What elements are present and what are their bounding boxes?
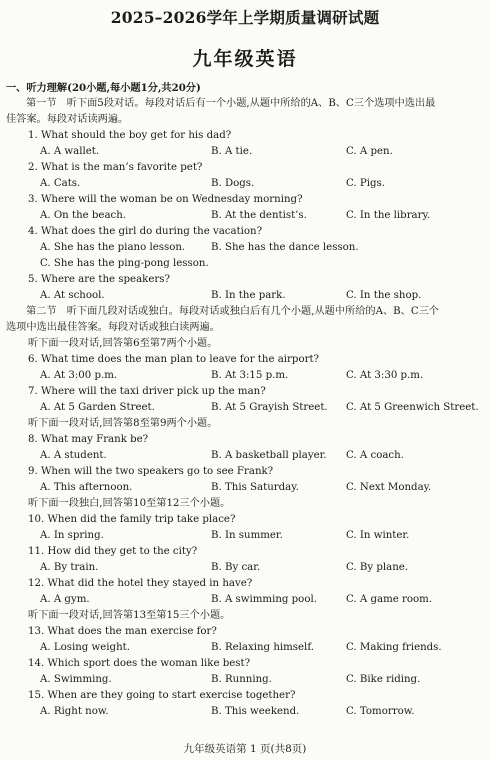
question-4: 4. What does the girl do during the vacation?: [28, 226, 263, 237]
option-c: C. By plane.: [346, 562, 409, 573]
question-6: 6. What time does the man plan to leave for the airport?: [28, 354, 320, 365]
question-2: 2. What is the man’s favorite pet?: [28, 162, 203, 173]
listening-note: 听下面一段独白,回答第10至第12三个小题。: [28, 498, 231, 509]
options-12: [6, 592, 484, 608]
option-c: C. At 5 Greenwich Street.: [346, 402, 479, 413]
option-a: A. On the beach.: [40, 210, 127, 221]
options-13: [6, 640, 484, 656]
option-c: C. Making friends.: [346, 642, 442, 653]
options-4-row2: [6, 256, 484, 272]
option-c: C. Bike riding.: [346, 674, 421, 685]
option-c: C. A pen.: [346, 146, 393, 157]
question-15: 15. When are they going to start exercise together?: [28, 690, 296, 701]
options-6: [6, 368, 484, 384]
option-b: B. At 5 Grayish Street.: [211, 402, 328, 413]
listening-note: 听下面一段对话,回答第8至第9两个小题。: [28, 418, 218, 429]
option-a: A. Right now.: [40, 706, 109, 717]
option-b: B. By car.: [211, 562, 261, 573]
part-heading: 一、听力理解(20小题,每小题1分,共20分): [6, 82, 201, 94]
options-8: [6, 448, 484, 464]
option-b: B. Relaxing himself.: [211, 642, 314, 653]
section1-intro-cont: 佳答案。每段对话读两遍。: [6, 114, 129, 125]
option-b: B. A tie.: [211, 146, 253, 157]
question-11: 11. How did they get to the city?: [28, 546, 198, 557]
option-b: B. This Saturday.: [211, 482, 299, 493]
section1-intro: 第一节 听下面5段对话。每段对话后有一个小题,从题中所给的A、B、C三个选项中选出最: [26, 98, 436, 109]
options-11: [6, 560, 484, 576]
option-b: B. At the dentist’s.: [211, 210, 307, 221]
option-a: A. Losing weight.: [40, 642, 130, 653]
options-7: [6, 400, 484, 416]
listening-note: 听下面一段对话,回答第13至第15三个小题。: [28, 610, 231, 621]
option-b: B. This weekend.: [211, 706, 300, 717]
option-a: A. At 3:00 p.m.: [40, 370, 118, 381]
question-5: 5. Where are the speakers?: [28, 274, 170, 285]
options-1: [6, 144, 484, 160]
option-b: B. Dogs.: [211, 178, 255, 189]
option-c: C. A game room.: [346, 594, 433, 605]
subject-title: 九年级英语: [192, 48, 298, 70]
option-a: A. In spring.: [40, 530, 104, 541]
question-10: 10. When did the family trip take place?: [28, 514, 236, 525]
question-8: 8. What may Frank be?: [28, 434, 149, 445]
option-b: B. A swimming pool.: [211, 594, 317, 605]
question-14: 14. Which sport does the woman like best?: [28, 658, 251, 669]
option-a: A. Swimming.: [40, 674, 112, 685]
option-a: A. She has the piano lesson.: [40, 242, 186, 253]
option-b: B. A basketball player.: [211, 450, 327, 461]
option-b: B. She has the dance lesson.: [211, 242, 359, 253]
section2-intro-cont: 选项中选出最佳答案。每段对话或独白读两遍。: [6, 322, 220, 333]
options-5: [6, 288, 484, 304]
question-1: 1. What should the boy get for his dad?: [28, 130, 232, 141]
option-a: A. At school.: [40, 290, 105, 301]
options-10: [6, 528, 484, 544]
question-3: 3. Where will the woman be on Wednesday morning?: [28, 194, 303, 205]
question-12: 12. What did the hotel they stayed in have?: [28, 578, 253, 589]
option-c: C. In the library.: [346, 210, 431, 221]
option-a: A. By train.: [40, 562, 99, 573]
option-c: C. In the shop.: [346, 290, 422, 301]
option-c: C. She has the ping-pong lesson.: [40, 258, 209, 269]
option-c: C. At 3:30 p.m.: [346, 370, 424, 381]
option-b: B. Running.: [211, 674, 272, 685]
options-2: [6, 176, 484, 192]
section2-intro: 第二节 听下面几段对话或独白。每段对话或独白后有几个小题,从题中所给的A、B、C三个: [26, 306, 439, 317]
options-15: [6, 704, 484, 720]
exam-body: [6, 80, 484, 720]
page-footer: 九年级英语第 1 页(共8页): [183, 743, 307, 755]
option-b: B. In summer.: [211, 530, 283, 541]
question-13: 13. What does the man exercise for?: [28, 626, 217, 637]
option-a: A. This afternoon.: [40, 482, 133, 493]
option-b: B. At 3:15 p.m.: [211, 370, 289, 381]
option-a: A. A wallet.: [40, 146, 100, 157]
question-9: 9. When will the two speakers go to see Frank?: [28, 466, 274, 477]
exam-title: 2025–2026学年上学期质量调研试题: [110, 8, 380, 27]
option-c: C. Tomorrow.: [346, 706, 415, 717]
option-b: B. In the park.: [211, 290, 286, 301]
options-14: [6, 672, 484, 688]
options-4: [6, 240, 484, 256]
option-a: A. A gym.: [40, 594, 90, 605]
option-a: A. At 5 Garden Street.: [40, 402, 155, 413]
listening-note: 听下面一段对话,回答第6至第7两个小题。: [28, 338, 218, 349]
options-3: [6, 208, 484, 224]
option-c: C. Pigs.: [346, 178, 386, 189]
option-c: C. In winter.: [346, 530, 410, 541]
options-9: [6, 480, 484, 496]
option-a: A. A student.: [40, 450, 107, 461]
option-c: C. A coach.: [346, 450, 404, 461]
option-c: C. Next Monday.: [346, 482, 432, 493]
option-a: A. Cats.: [40, 178, 81, 189]
question-7: 7. Where will the taxi driver pick up the man?: [28, 386, 266, 397]
